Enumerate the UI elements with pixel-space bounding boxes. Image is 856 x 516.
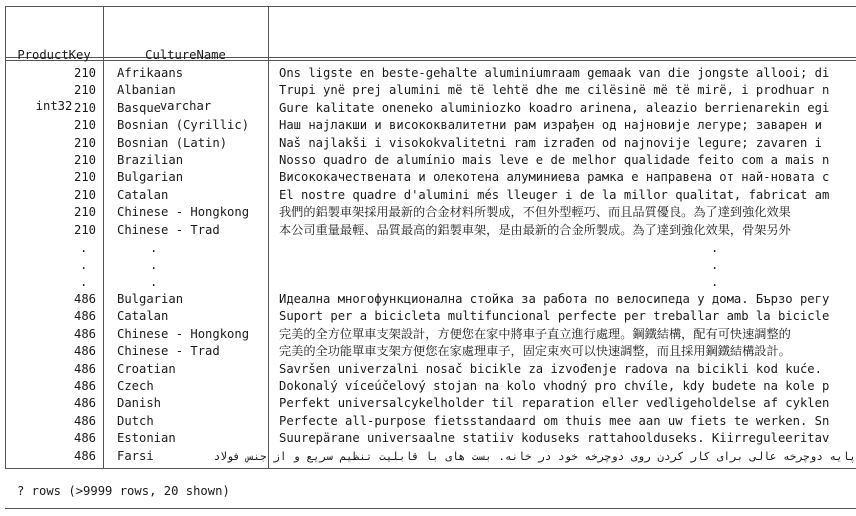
cell-description: 完美的全功能單車支架方便您在家處理車子，固定束夾可以快速調整，而且採用鋼鐵結構設計。 (279, 344, 791, 359)
cell-productkey: 486 (73, 292, 96, 306)
cell-productkey: 210 (73, 118, 96, 133)
table-row[interactable] (0, 413, 856, 430)
ellipsis-dot: . (80, 258, 88, 272)
cell-description: Gure kalitate oneneko aluminiozko koadro arinena, aleazio berrienarekin egi (279, 100, 830, 115)
cell-culturename: Czech (117, 379, 154, 393)
cell-culturename: Danish (117, 396, 162, 411)
cell-productkey: 210 (73, 100, 96, 115)
column-name: CultureName (145, 48, 226, 62)
cell-description: Идеална многофункционална стойка за работа по велосипеда у дома. Бързо регу (279, 292, 830, 306)
table-row[interactable] (0, 361, 856, 378)
cell-description: Висококачествената и олекотена алуминиева рамка е направена от най-новата с (279, 170, 830, 185)
cell-culturename: Brazilian (117, 153, 184, 167)
table-row[interactable] (0, 326, 856, 343)
cell-description: Suurepärane universaalne statiiv koduseks rattahoolduseks. Kiirreguleeritav (279, 431, 830, 446)
table-row[interactable] (0, 430, 856, 447)
cell-culturename: Chinese - Hongkong (117, 205, 250, 220)
cell-culturename: Farsi (117, 448, 154, 463)
cell-description: Dokonalý víceúčelový stojan na kolo vhodný pro chvíle, kdy budete na kole p (279, 379, 830, 393)
cell-description: Naš najlakši i visokokvalitetni ram izrađen od najnovije legure; zavaren i (279, 135, 822, 150)
column-type: varchar (159, 99, 212, 113)
cell-productkey: 486 (73, 448, 96, 463)
ellipsis-dot: . (80, 241, 88, 255)
cell-description: Perfecte all-purpose fietsstandaard om thuis mee aan uw fiets te werken. Sn (279, 413, 830, 428)
cell-description: Ons ligste en beste-gehalte aluminiumraam gemaak van die jongste allooi; di (279, 66, 830, 80)
table-row[interactable] (0, 343, 856, 360)
cell-culturename: Basque (117, 100, 162, 115)
table-row[interactable] (0, 187, 856, 204)
cell-productkey: 210 (73, 135, 96, 150)
cell-description: پایه دوچرخه عالی برای کار کردن روی دوچرخه خود در خانه. بست های با قابلیت تنظیم سریع و از جنس فولاد (213, 449, 856, 463)
cell-productkey: 486 (73, 396, 96, 411)
table-row[interactable] (0, 291, 856, 308)
table-row[interactable] (0, 135, 856, 152)
table-row[interactable] (0, 117, 856, 134)
cell-description: 本公司重量最輕、品質最高的鋁製車架，是由最新的合金所製成。為了達到強化效果，骨架另外 (279, 222, 791, 237)
column-type: int32 (35, 99, 73, 113)
cell-culturename: Catalan (117, 187, 169, 202)
cell-productkey: 210 (73, 222, 96, 237)
cell-description: Trupi ynë prej alumini më të lehtë dhe me cilësinë më të mirë, i prodhuar n (279, 83, 830, 98)
cell-description: Perfekt universalcykelholder til reparation eller vedligeholdelse af cyklen (279, 396, 830, 411)
cell-productkey: 486 (73, 326, 96, 341)
column-name: ProductKey (17, 48, 91, 62)
ellipsis-dot: . (711, 258, 719, 272)
cell-culturename: Afrikaans (117, 66, 184, 80)
table-row[interactable] (0, 308, 856, 325)
cell-productkey: 210 (73, 187, 96, 202)
ellipsis-dot: . (711, 275, 719, 289)
cell-culturename: Bulgarian (117, 170, 184, 185)
cell-culturename: Bosnian (Latin) (117, 135, 228, 150)
bottom-rule (5, 508, 856, 509)
cell-description: Savršen univerzalni nosač bicikle za izvođenje radova na bicikli kod kuće. (279, 361, 822, 376)
cell-productkey: 486 (73, 344, 96, 359)
table-row[interactable] (0, 378, 856, 395)
cell-productkey: 486 (73, 431, 96, 446)
ellipsis-dot: . (711, 241, 719, 255)
cell-productkey: 210 (73, 66, 96, 80)
top-rule (5, 6, 856, 7)
cell-culturename: Albanian (117, 83, 176, 98)
cell-culturename: Croatian (117, 361, 176, 376)
row-count-status: ? rows (>9999 rows, 20 shown) (17, 484, 230, 498)
cell-description: 完美的全方位單車支架設計，方便您在家中將車子直立進行處理。鋼鐵結構，配有可快速調整的 (279, 326, 791, 341)
table-row[interactable] (0, 152, 856, 169)
ellipsis-row (0, 257, 856, 274)
cell-description: El nostre quadre d'alumini més lleuger i de la millor qualitat, fabricat am (279, 187, 830, 202)
cell-description: 我們的鋁製車架採用最新的合金材料所製成，不但外型輕巧、而且品質優良。為了達到強化效果 (279, 205, 791, 220)
cell-culturename: Catalan (117, 309, 169, 324)
cell-productkey: 486 (73, 361, 96, 376)
cell-description: Suport per a bicicleta multifuncional perfecte per treballar amb la bicicle (279, 309, 830, 324)
table-row[interactable] (0, 395, 856, 412)
ellipsis-row (0, 240, 856, 257)
cell-productkey: 210 (73, 205, 96, 220)
footer-rule (5, 468, 856, 469)
cell-productkey: 210 (73, 170, 96, 185)
cell-productkey: 210 (73, 83, 96, 98)
cell-description: Nosso quadro de alumínio mais leve e de melhor qualidade feito com a mais n (279, 153, 830, 167)
table-row[interactable] (0, 82, 856, 99)
cell-culturename: Dutch (117, 413, 154, 428)
cell-culturename: Chinese - Trad (117, 222, 220, 237)
cell-culturename: Chinese - Hongkong (117, 326, 250, 341)
ellipsis-dot: . (150, 275, 158, 289)
ellipsis-dot: . (80, 275, 88, 289)
table-row[interactable] (0, 65, 856, 82)
table-row[interactable] (0, 169, 856, 186)
ellipsis-row (0, 274, 856, 291)
cell-productkey: 486 (73, 309, 96, 324)
cell-culturename: Bulgarian (117, 292, 184, 306)
ellipsis-dot: . (150, 241, 158, 255)
cell-culturename: Chinese - Trad (117, 344, 220, 359)
cell-productkey: 210 (73, 153, 96, 167)
table-row[interactable] (0, 448, 856, 465)
cell-productkey: 486 (73, 379, 96, 393)
table-row[interactable] (0, 222, 856, 239)
ellipsis-dot: . (150, 258, 158, 272)
table-row[interactable] (0, 204, 856, 221)
cell-culturename: Bosnian (Cyrillic) (117, 118, 250, 133)
table-row[interactable] (0, 100, 856, 117)
cell-culturename: Estonian (117, 431, 176, 446)
cell-productkey: 486 (73, 413, 96, 428)
cell-description: Наш најлакши и висококвалитетни рам израђен од најновије легуре; заварен и (279, 118, 822, 133)
